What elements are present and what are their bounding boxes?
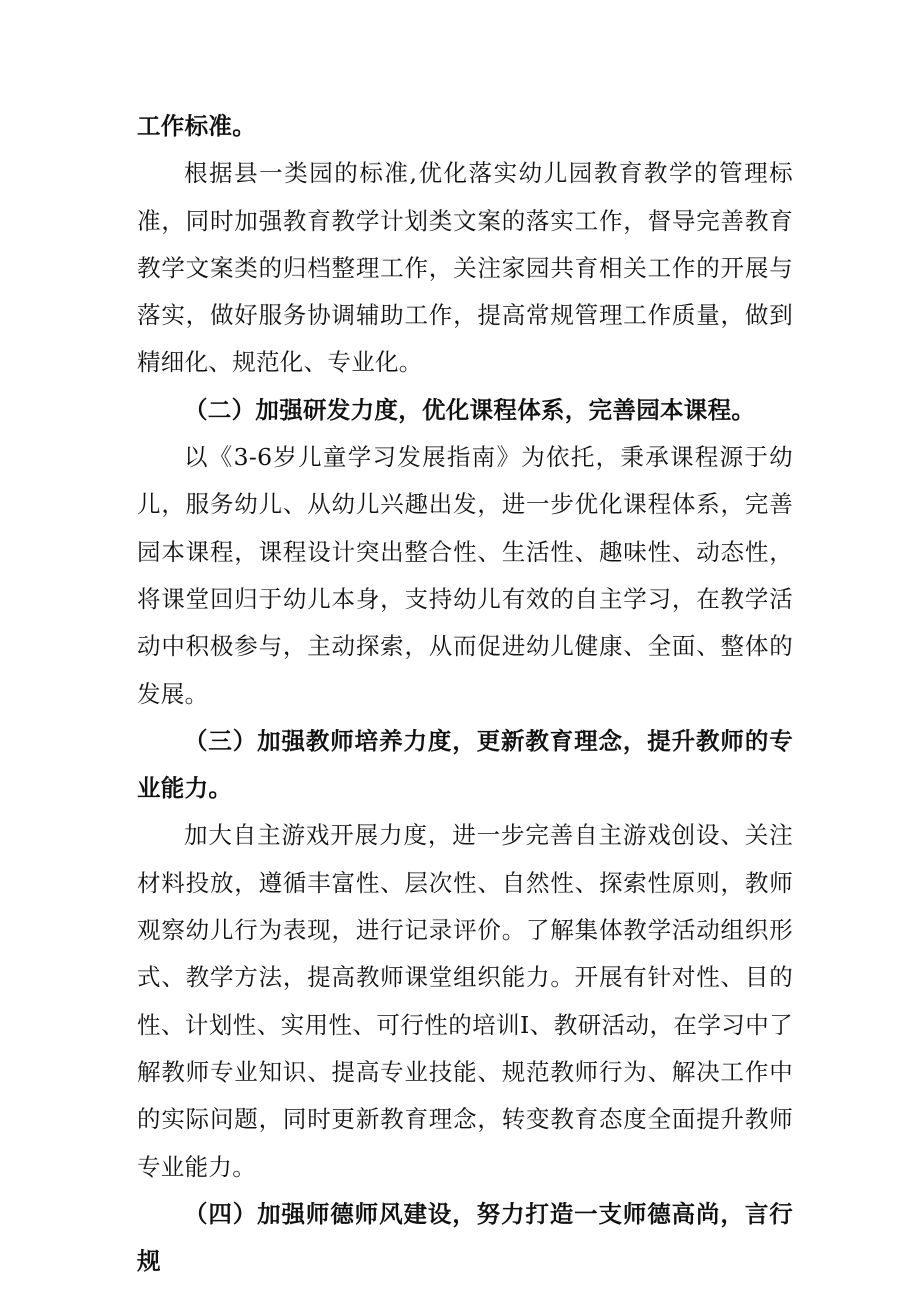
- section-heading-2: （二）加强研发力度，优化课程体系，完善园本课程。: [184, 395, 756, 424]
- section-heading-3: （三）加强教师培养力度，更新教育理念，提升教师的专业能力。: [137, 726, 793, 803]
- paragraph-teacher-training: 加大自主游戏开展力度，进一步完善自主游戏创设、关注材料投放，遵循丰富性、层次性、自然性、探索性原则，教师观察幼儿行为表现，进行记录评价。了解集体教学活动组织形式、教学方法，提高教师课堂组织能力。开展有针对性、目的性、计划性、实用性、可行性的培训I、教研活动，在学习中了解教师专业知识、提高专业技能、规范教师行为、解决工作中的实际问题，同时更新教育理念，转变教育态度全面提升教师专业能力。: [137, 821, 793, 1181]
- section-heading-4: （四）加强师德师风建设，努力打造一支师德高尚，言行规: [137, 1199, 793, 1276]
- paragraph-management-standards: 根据县一类园的标准,优化落实幼儿园教育教学的管理标准，同时加强教育教学计划类文案的落实工作，督导完善教育教学文案类的归档整理工作，关注家园共育相关工作的开展与落实，做好服务协调辅助工作，提高常规管理工作质量，做到精细化、规范化、专业化。: [137, 159, 793, 377]
- paragraph-heading-continuation: 工作标准。: [137, 112, 256, 140]
- document-body: [137, 103, 793, 1285]
- paragraph-curriculum: 以《3-6岁儿童学习发展指南》为依托，秉承课程源于幼儿，服务幼儿、从幼儿兴趣出发，进一步优化课程体系，完善园本课程，课程设计突出整合性、生活性、趣味性、动态性，将课堂回归于幼儿本身，支持幼儿有效的自主学习，在教学活动中积极参与，主动探索，从而促进幼儿健康、全面、整体的发展。: [137, 443, 793, 708]
